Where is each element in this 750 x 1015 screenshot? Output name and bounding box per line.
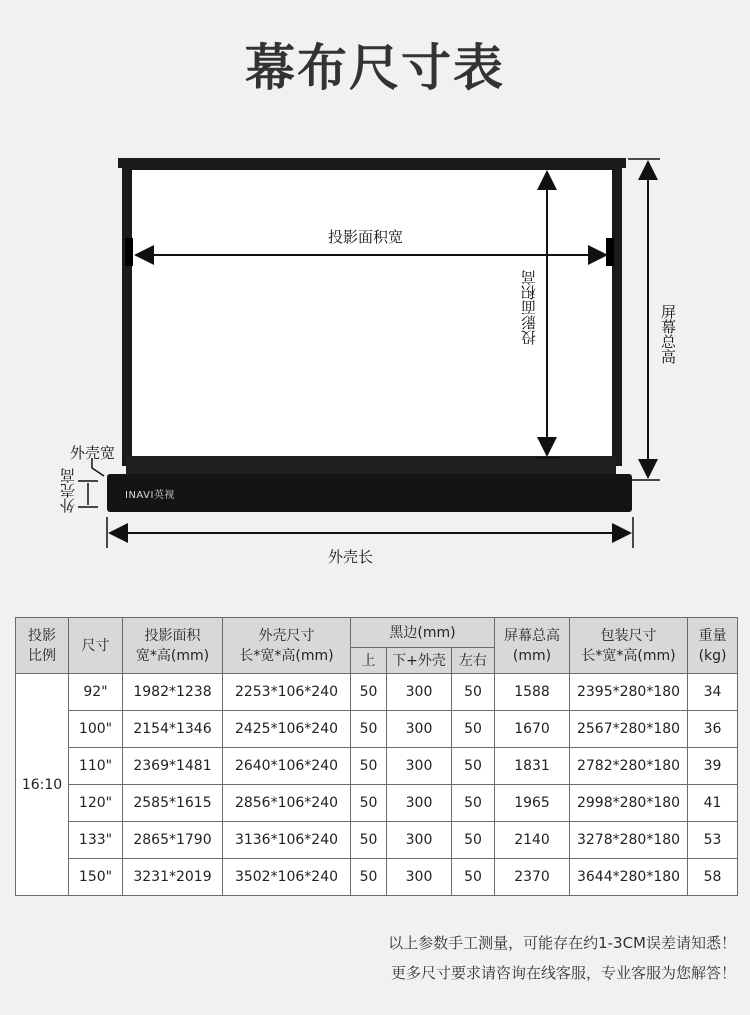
table-cell: 41	[688, 785, 738, 822]
left-clip	[125, 238, 133, 266]
table-cell: 2998*280*180	[570, 785, 688, 822]
table-cell: 2585*1615	[123, 785, 223, 822]
table-cell: 50	[351, 711, 387, 748]
projection-area	[132, 170, 612, 462]
table-cell: 1965	[495, 785, 570, 822]
page-title: 幕布尺寸表	[245, 39, 505, 97]
header-ratio: 投影 比例	[16, 618, 69, 674]
table-cell: 50	[351, 859, 387, 896]
table-cell: 150"	[69, 859, 123, 896]
table-cell: 36	[688, 711, 738, 748]
table-cell: 1588	[495, 674, 570, 711]
table-cell: 3278*280*180	[570, 822, 688, 859]
table-cell: 100"	[69, 711, 123, 748]
header-black-top: 上	[351, 648, 387, 674]
table-cell: 300	[387, 674, 452, 711]
table-cell: 50	[452, 674, 495, 711]
table-cell: 2640*106*240	[223, 748, 351, 785]
table-cell: 1982*1238	[123, 674, 223, 711]
shell-width-label: 外壳宽	[70, 444, 116, 462]
table-row	[16, 674, 738, 711]
table-cell: 2395*280*180	[570, 674, 688, 711]
table-cell: 1831	[495, 748, 570, 785]
table-cell: 2370	[495, 859, 570, 896]
header-shell-size: 外壳尺寸 长*宽*高(mm)	[223, 618, 351, 674]
note-contact: 更多尺寸要求请咨询在线客服，专业客服为您解答！	[390, 964, 736, 982]
table-cell: 50	[452, 711, 495, 748]
header-weight: 重量 (kg)	[688, 618, 738, 674]
table-cell: 3231*2019	[123, 859, 223, 896]
table-cell: 300	[387, 822, 452, 859]
table-row	[16, 859, 738, 896]
table-cell: 50	[351, 748, 387, 785]
header-black-bottom: 下+外壳	[387, 648, 452, 674]
projection-height-label: 投影面积高	[520, 270, 538, 345]
shell-length-label: 外壳长	[328, 548, 374, 566]
table-row	[16, 711, 738, 748]
shell-height-label: 外壳高	[59, 468, 77, 513]
table-cell: 133"	[69, 822, 123, 859]
base-shell	[107, 474, 632, 512]
table-cell: 3644*280*180	[570, 859, 688, 896]
projection-width-label: 投影面积宽	[328, 228, 404, 246]
table-cell: 2154*1346	[123, 711, 223, 748]
table-cell: 110"	[69, 748, 123, 785]
table-cell: 300	[387, 711, 452, 748]
table-cell: 3136*106*240	[223, 822, 351, 859]
table-cell: 300	[387, 748, 452, 785]
screen-total-height-label: 屏幕总高	[659, 304, 677, 364]
table-cell: 2425*106*240	[223, 711, 351, 748]
table-cell: 2369*1481	[123, 748, 223, 785]
table-cell: 50	[351, 785, 387, 822]
note-measurement: 以上参数手工测量，可能存在约1-3CM误差请知悉！	[388, 934, 736, 952]
table-cell: 2253*106*240	[223, 674, 351, 711]
table-cell: 53	[688, 822, 738, 859]
table-cell: 50	[351, 674, 387, 711]
table-row	[16, 822, 738, 859]
table-cell: 50	[452, 822, 495, 859]
ratio-cell: 16:10	[16, 674, 69, 896]
table-cell: 2140	[495, 822, 570, 859]
table-cell: 3502*106*240	[223, 859, 351, 896]
table-cell: 1670	[495, 711, 570, 748]
table-cell: 2567*280*180	[570, 711, 688, 748]
table-cell: 300	[387, 785, 452, 822]
brand-logo: INAVI英视	[125, 490, 175, 501]
table-cell: 34	[688, 674, 738, 711]
table-cell: 92"	[69, 674, 123, 711]
table-cell: 120"	[69, 785, 123, 822]
header-projection-area: 投影面积 宽*高(mm)	[123, 618, 223, 674]
header-size: 尺寸	[69, 618, 123, 674]
table-row	[16, 785, 738, 822]
table-row	[16, 748, 738, 785]
table-body	[16, 674, 738, 896]
table-cell: 58	[688, 859, 738, 896]
screen-diagram	[0, 150, 750, 580]
table-cell: 50	[452, 748, 495, 785]
table-cell: 2782*280*180	[570, 748, 688, 785]
table-cell: 50	[452, 785, 495, 822]
header-package-size: 包装尺寸 长*宽*高(mm)	[570, 618, 688, 674]
header-black-sides: 左右	[452, 648, 495, 674]
table-cell: 50	[351, 822, 387, 859]
table-cell: 2865*1790	[123, 822, 223, 859]
table-cell: 2856*106*240	[223, 785, 351, 822]
header-total-height: 屏幕总高 (mm)	[495, 618, 570, 674]
screen-diagram-graphic	[0, 150, 750, 580]
table-cell: 39	[688, 748, 738, 785]
table-cell: 300	[387, 859, 452, 896]
size-spec-table	[15, 617, 738, 896]
table-cell: 50	[452, 859, 495, 896]
header-black-border: 黑边(mm)	[351, 618, 495, 648]
right-clip	[606, 238, 614, 266]
